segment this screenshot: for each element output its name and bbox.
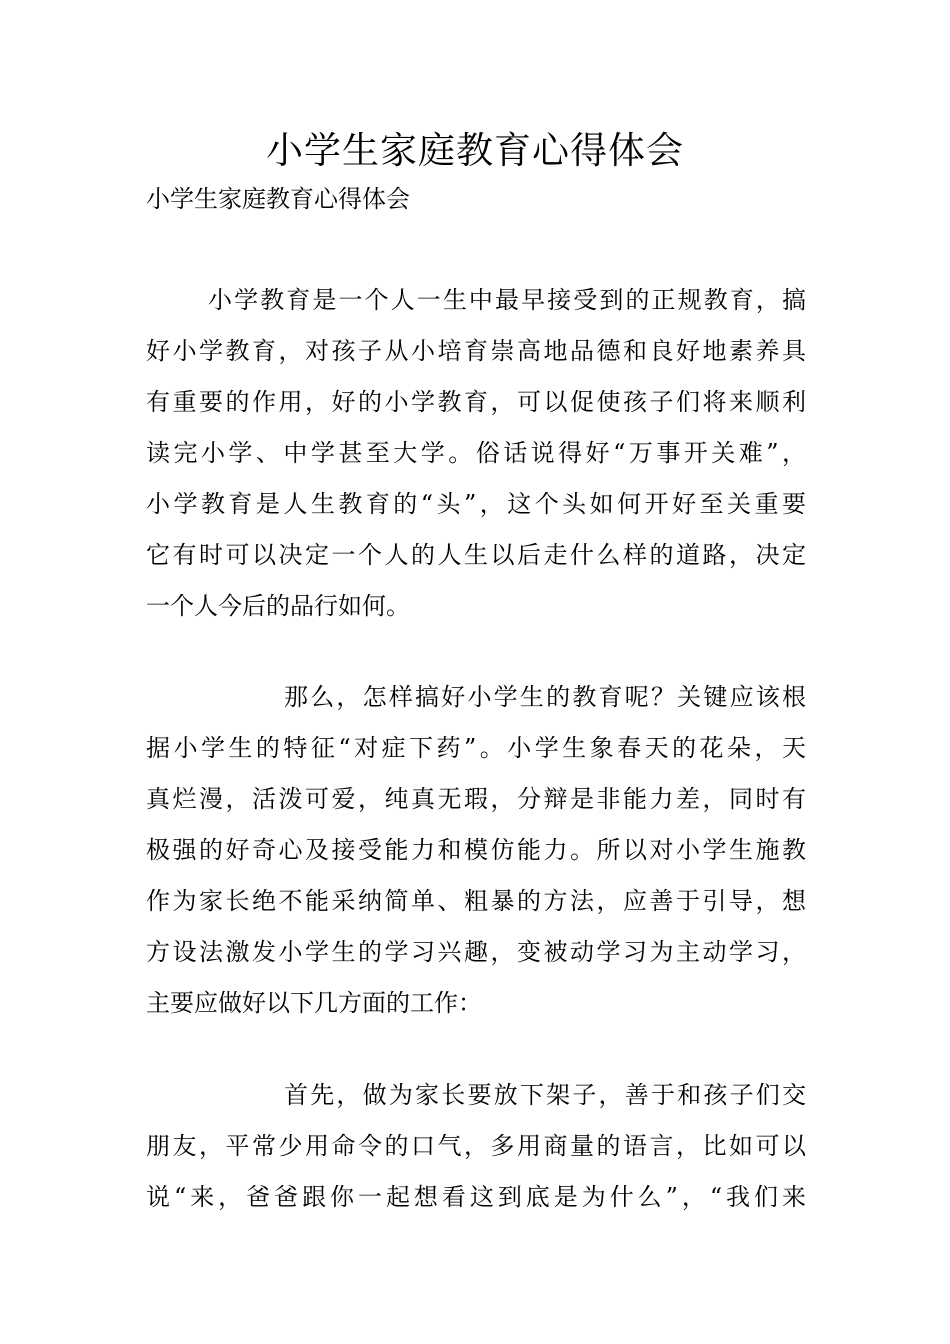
document-title: 小学生家庭教育心得体会 [266,129,684,172]
paragraph-line: 它有时可以决定一个人的人生以后走什么样的道路，决定 [146,541,806,569]
paragraph-line: 极强的好奇心及接受能力和模仿能力。所以对小学生施教 [146,836,806,864]
paragraph-3 [146,1070,806,1223]
paragraph-line: 小学教育是人生教育的“头”，这个头如何开好至关重要 [146,490,806,518]
paragraph-line: 方设法激发小学生的学习兴趣，变被动学习为主动学习， [146,938,806,966]
paragraph-line: 小学教育是一个人一生中最早接受到的正规教育，搞 [208,286,806,314]
paragraph-line: 作为家长绝不能采纳简单、粗暴的方法，应善于引导，想 [146,887,806,915]
paragraph-line: 据小学生的特征“对症下药”。小学生象春天的花朵，天 [146,734,806,762]
paragraph-line: 真烂漫，活泼可爱，纯真无瑕，分辩是非能力差，同时有 [146,785,806,813]
paragraph-line: 有重要的作用，好的小学教育，可以促使孩子们将来顺利 [146,388,806,416]
document-subtitle: 小学生家庭教育心得体会 [146,185,410,213]
paragraph-line: 说“来，爸爸跟你一起想看这到底是为什么”，“我们来 [146,1183,806,1211]
paragraph-2 [146,672,806,1029]
paragraph-line: 读完小学、中学甚至大学。俗话说得好“万事开关难”， [146,439,806,467]
paragraph-1 [146,275,806,632]
paragraph-line: 那么，怎样搞好小学生的教育呢？关键应该根 [284,683,806,711]
paragraph-line: 好小学教育，对孩子从小培育崇高地品德和良好地素养具 [146,337,806,365]
paragraph-line: 首先，做为家长要放下架子，善于和孩子们交 [284,1081,806,1109]
paragraph-line: 朋友，平常少用命令的口气，多用商量的语言，比如可以 [146,1132,806,1160]
paragraph-line: 一个人今后的品行如何。 [146,592,410,620]
paragraph-line: 主要应做好以下几方面的工作： [146,989,482,1017]
